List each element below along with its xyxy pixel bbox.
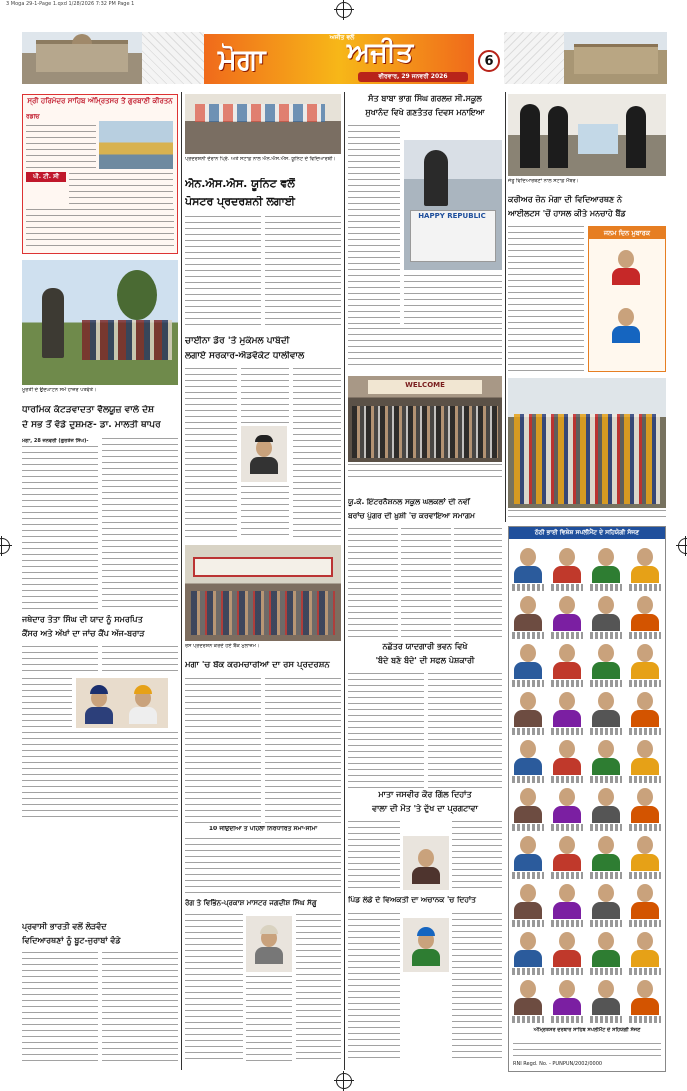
registration-mark [678, 538, 687, 554]
portrait-photo [409, 926, 443, 966]
portrait-photo [589, 735, 623, 775]
portrait-photo [247, 434, 281, 474]
masthead-right-photo [564, 32, 667, 84]
portrait-photo [550, 975, 584, 1015]
column-rule [181, 92, 182, 1070]
portrait-photo [628, 687, 662, 727]
portrait-photo [628, 639, 662, 679]
condole-text [348, 821, 400, 893]
sant-headline-1: ਸੰਤ ਬਾਬਾ ਭਾਗ ਸਿੰਘ ਗਰਲਜ਼ ਸੀ.ਸਕੂਲ [368, 94, 482, 103]
supplement-grid [508, 526, 666, 1072]
portrait-photo [511, 591, 545, 631]
school-headline-2: ਬਰਾਂਚ ਪੁੰਗਰ ਦੀ ਖ਼ੁਸ਼ੀ 'ਚ ਕਰਵਾਇਆ ਸਮਾਗਮ [348, 512, 475, 520]
ielts-headline-1: ਕਰੀਅਰ ਜ਼ੋਨ ਮੋਗਾ ਦੀ ਵਿਦਿਆਰਥਣ ਨੇ [508, 195, 623, 204]
statue-photo [22, 260, 178, 385]
masthead-left-photo [22, 32, 142, 84]
village-photo [403, 918, 449, 972]
door-text-c [241, 486, 289, 540]
portrait-photo [589, 783, 623, 823]
portrait-photo [628, 927, 662, 967]
school-text-c [454, 528, 502, 640]
portrait-photo [589, 687, 623, 727]
portrait-photo [589, 879, 623, 919]
portrait-photo [628, 543, 662, 583]
ielts-headline-2: ਆਈਲਟਸ 'ਚੋਂ ਹਾਸਲ ਕੀਤੇ ਮਨਚਾਹੇ ਬੈਂਡ [508, 209, 626, 218]
portrait-photo [82, 684, 116, 724]
masthead-date: ਵੀਰਵਾਰ, 29 ਜਨਵਰੀ 2026 [358, 72, 468, 82]
notice-ptc-label: ਪੀ. ਟੀ. ਸੀ [26, 172, 66, 182]
portrait-photo [628, 783, 662, 823]
nukkad-headline-1: ਨਛੱਤਰ ਯਾਦਗਾਰੀ ਭਵਨ ਵਿਖੇ [382, 642, 468, 651]
column-rule [344, 92, 345, 1070]
nss-caption: ਪ੍ਰਦਰਸ਼ਨੀ ਦੌਰਾਨ ਪ੍ਰਿੰ. ਅਤੇ ਸਟਾਫ਼ ਨਾਲ ਐਨ.ਐਸ.ਐਸ. ਯੂਨਿਟ ਦੇ ਵਿਦਿਆਰਥੀ। [185, 156, 336, 162]
portrait-photo [628, 591, 662, 631]
portrait-photo [409, 844, 443, 884]
rni-note: RNI Regd. No. - PUNPUN/2002/0000 [513, 1061, 603, 1067]
story3-headline-2: ਵਿਦਿਆਰਥਣਾਂ ਨੂੰ ਬੂਟ-ਜੁਰਾਬਾਂ ਵੰਡੇ [22, 936, 121, 945]
story1-headline-2: ਦੇ ਸਭ ਤੋਂ ਵੱਡੇ ਦੁਸ਼ਮਣ- ਡਾ. ਮਾਲਤੀ ਥਾਪਰ [22, 420, 161, 430]
welcome-caption [348, 464, 502, 478]
portrait-photo [589, 831, 623, 871]
portrait-photo [511, 543, 545, 583]
portrait-photo [589, 639, 623, 679]
story3-text-b [102, 952, 178, 1064]
protest-text-b [265, 678, 341, 823]
mela-photo [508, 378, 666, 508]
grid-caption: ਅੰਮ੍ਰਿਤਸਰ ਦਰਬਾਰ ਸਾਹਿਬ ਸਪਲੀਮੈਂਟ ਦੇ ਸਹਿਯੋਗੀ ਸੱਜਣ [533, 1027, 641, 1033]
portrait-photo [609, 303, 643, 343]
portrait-photo [550, 687, 584, 727]
statue-caption: ਮੂਰਤੀ ਦੇ ਉਦਘਾਟਨ ਸਮੇਂ ਹਾਜ਼ਰ ਪਤਵੰਤੇ। [22, 387, 97, 393]
portrait-photo [589, 591, 623, 631]
story2-text-c [22, 678, 72, 728]
portrait-photo [511, 687, 545, 727]
portrait-photo [589, 543, 623, 583]
masthead-kicker: ਅਜੀਤ ਵਲੋਂ [329, 34, 355, 41]
portrait-grid-cells [509, 543, 665, 1023]
portrait-photo [550, 639, 584, 679]
condole-headline-2: ਵਾਲਾ ਦੀ ਮੌਤ 'ਤੇ ਦੁੱਖ ਦਾ ਪ੍ਰਗਟਾਵਾ [372, 804, 478, 813]
school-text [348, 528, 398, 640]
nss-photo [185, 94, 341, 154]
prize-photo [508, 94, 666, 176]
page-number: 6 [478, 50, 500, 72]
story2-text [22, 646, 98, 676]
masthead-title-left: ਮੋਗਾ [218, 42, 266, 76]
nukkad-text-b [428, 673, 502, 788]
birthday-title: ਜਨਮ ਦਿਨ ਮੁਬਾਰਕ [589, 227, 665, 239]
village-headline: ਪਿੰਡ ਲੰਡੇ ਦੇ ਵਿਅਕਤੀ ਦਾ ਅਚਾਨਕ 'ਚ ਦਿਹਾਂਤ [348, 896, 476, 904]
republic-banner: HAPPY REPUBLIC [418, 212, 486, 220]
portrait-photo [511, 639, 545, 679]
notice-radio-label: ਰੇਡੀਓ [26, 114, 40, 120]
door-text-b [241, 368, 289, 423]
portrait-photo [628, 879, 662, 919]
story1-text-b [102, 438, 178, 611]
story2-text-d [22, 732, 178, 820]
portrait-photo [550, 543, 584, 583]
portrait-photo [550, 783, 584, 823]
notice-text [26, 125, 96, 169]
bank-protest-photo [185, 545, 341, 641]
jagir-headline: ਰੋਗ ਤੇ ਵਿਭਿੰਨ-ਪ੍ਰਕਾਸ਼ ਮਾਸਟਰ ਜਗਦੀਸ਼ ਸਿੰਘ ਸੱਗੂ [185, 899, 317, 907]
nss-headline-2: ਪੋਸਟਰ ਪ੍ਰਦਰਸ਼ਨੀ ਲਗਾਈ [185, 196, 295, 208]
door-text-d [293, 368, 341, 540]
portrait-photo [550, 831, 584, 871]
portrait-photo [628, 975, 662, 1015]
story2-headline-2: ਕੈਂਸਰ ਅਤੇ ਅੱਖਾਂ ਦਾ ਜਾਂਚ ਕੈਂਪ ਅੱਜ-ਬਰਾੜ [22, 629, 145, 638]
subsection-heading: 10 ਜੀਉਂਦੀਆਂ ਤੋਂ ਪਹਿਲਾਂ ਨਿਰਧਾਰਿਤ ਸਮਾਂ-ਸੀਮਾ [208, 826, 318, 832]
portrait-photo [511, 831, 545, 871]
door-headline-1: ਚਾਈਨਾ ਡੋਰ 'ਤੇ ਮੁਕੰਮਲ ਪਾਬੰਦੀ [185, 336, 290, 346]
portrait-photo [628, 831, 662, 871]
prize-caption: ਜੇਤੂ ਵਿਦਿਆਰਥਣਾਂ ਨਾਲ ਸਟਾਫ਼ ਮੈਂਬਰ। [508, 178, 579, 184]
notice-text-2 [69, 173, 173, 205]
condole-text-b [452, 821, 502, 893]
portrait-photo [511, 735, 545, 775]
master-photo [246, 916, 292, 972]
registration-mark [336, 1073, 352, 1089]
story3-headline-1: ਪ੍ਰਵਾਸੀ ਭਾਰਤੀ ਵਲੋਂ ਲੋੜਵੰਦ [22, 922, 107, 931]
grid-section-title: ਠੱਠੀ ਭਾਈ ਵਿਸ਼ੇਸ਼ ਸਪਲੀਮੈਂਟ ਦੇ ਸਹਿਯੋਗੀ ਸੱਜਣ [509, 527, 665, 539]
registration-mark [336, 2, 352, 18]
portrait-photo [126, 684, 160, 724]
portrait-photo [550, 879, 584, 919]
jathedar-photos [76, 678, 168, 728]
portrait-photo [511, 783, 545, 823]
nss-text-b [265, 216, 341, 328]
portrait-photo [550, 927, 584, 967]
welcome-banner: WELCOME [405, 381, 445, 389]
story2-text-b [102, 646, 178, 676]
nss-headline-1: ਐਨ.ਐਸ.ਐਸ. ਯੂਨਿਟ ਵਲੋਂ [185, 178, 295, 190]
story1-headline-1: ਧਾਰਮਿਕ ਕੱਟੜਵਾਦਤਾ ਵੈਲਯੂਜ਼ ਵਾਲੇ ਦੇਸ਼ [22, 405, 155, 415]
sant-headline-2: ਸੁਖਾਨੰਦ ਵਿਖੇ ਗਣਤੰਤਰ ਦਿਵਸ ਮਨਾਇਆ [365, 108, 485, 117]
portrait-photo [511, 975, 545, 1015]
jagir-text [185, 914, 243, 1064]
sant-text [348, 125, 400, 325]
print-slug: 3 Moga 29-1-Page 1.qxd 1/28/2026 7:32 PM Page 1 [6, 1, 135, 7]
story1-text [22, 446, 98, 611]
gurbani-notice [22, 94, 178, 254]
school-headline-1: ਯੂ.ਕੇ. ਇੰਟਰਨੈਸ਼ਨਲ ਸਕੂਲ ਘਲਕਲਾਂ ਦੀ ਨਵੀਂ [348, 498, 470, 506]
birthday-box [588, 226, 666, 372]
story3-text [22, 952, 98, 1064]
notice-text-3 [26, 209, 174, 251]
portrait-photo [589, 927, 623, 967]
portrait-photo [511, 879, 545, 919]
masthead-pattern-left [142, 32, 204, 84]
ielts-text [508, 226, 584, 374]
masthead [22, 20, 667, 86]
condole-headline-1: ਮਾਤਾ ਜਸਵੀਰ ਕੌਰ ਗਿੱਲ ਦਿਹਾਂਤ [378, 790, 472, 799]
protest-headline: ਮੋਗਾ 'ਚ ਬੈਂਕ ਕਰਮਚਾਰੀਆਂ ਦਾ ਰੋਸ ਪ੍ਰਦਰਸ਼ਨ [185, 661, 330, 670]
portrait-photo [550, 591, 584, 631]
protest-text [185, 678, 261, 823]
sub-text [185, 838, 341, 896]
grid-footer-text [513, 1043, 661, 1059]
village-text [348, 913, 400, 1063]
village-text-b [452, 913, 502, 1063]
sant-text-c [348, 328, 502, 370]
protest-caption: ਰੋਸ ਪ੍ਰਦਰਸ਼ਨ ਕਰਦੇ ਹੋਏ ਬੈਂਕ ਮੁਲਾਜ਼ਮ। [185, 643, 260, 649]
nukkad-headline-2: 'ਬੰਦੇ ਬਣੋ ਬੰਦੇ' ਦੀ ਸਫਲ ਪੇਸ਼ਕਾਰੀ [375, 656, 475, 665]
column-rule [505, 92, 506, 522]
story1-dateline: ਮੋਗਾ, 28 ਜਨਵਰੀ (ਗੁਰਤੇਜ ਸਿੰਘ)- [22, 438, 89, 444]
portrait-photo [511, 927, 545, 967]
nss-text [185, 216, 261, 328]
portrait-photo [628, 735, 662, 775]
advocate-photo [241, 426, 287, 482]
masthead-pattern-right [504, 32, 564, 84]
masthead-title-right: ਅਜੀਤ [347, 37, 414, 68]
portrait-photo [252, 924, 286, 964]
notice-title: ਸ੍ਰੀ ਹਰਿਮੰਦਰ ਸਾਹਿਬ ਅੰਮ੍ਰਿਤਸਰ ਤੋਂ ਗੁਰਬਾਣੀ ਕੀਰਤਨ [27, 97, 173, 105]
door-text [185, 368, 237, 540]
registration-mark [0, 538, 10, 554]
mela-caption [508, 510, 666, 522]
door-headline-2: ਲਗਾਏ ਸਰਕਾਰ-ਐਡਵੋਕੇਟ ਧਾਲੀਵਾਲ [185, 351, 305, 361]
republic-day-photo [404, 140, 502, 270]
nukkad-text [348, 673, 424, 788]
jagir-text-b [246, 976, 292, 1064]
portrait-photo [609, 245, 643, 285]
school-text-b [401, 528, 451, 640]
harmandir-photo [99, 121, 173, 169]
story2-headline-1: ਜਥੇਦਾਰ ਤੋਤਾ ਸਿੰਘ ਦੀ ਯਾਦ ਨੂੰ ਸਮਰਪਿਤ [22, 615, 143, 624]
sant-text-b [404, 275, 502, 325]
portrait-photo [589, 975, 623, 1015]
jagir-text-c [296, 914, 341, 1064]
portrait-photo [550, 735, 584, 775]
condole-photo [403, 836, 449, 890]
